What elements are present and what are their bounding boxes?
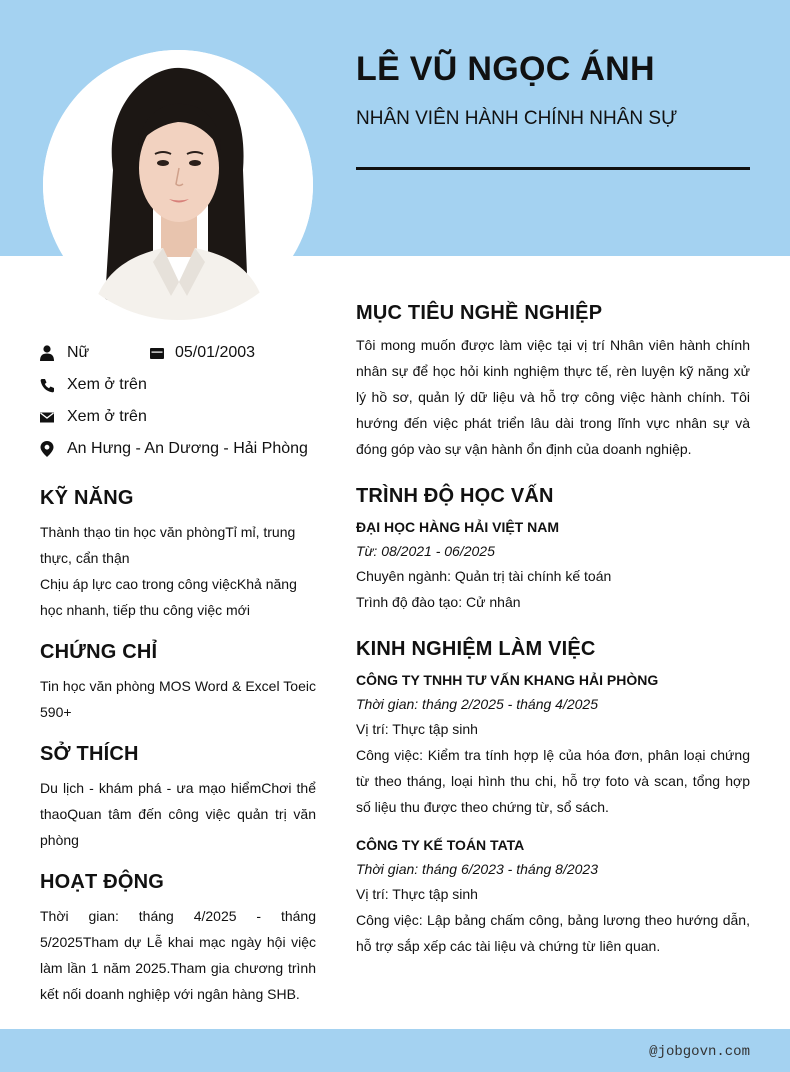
gender-text: Nữ [67,344,90,361]
skills-line: thực, cẩn thận [40,550,130,566]
skills-heading: KỸ NĂNG [40,487,134,509]
company-name: CÔNG TY KẾ TOÁN TATA [356,837,525,853]
job-position: Vị trí: Thực tập sinh [356,886,478,902]
birthday-row [150,343,255,363]
objective-heading: MỤC TIÊU NGHỀ NGHIỆP [356,302,603,324]
education-period: Từ: 08/2021 - 06/2025 [356,543,495,559]
email-row [40,407,147,427]
person-icon [40,345,54,361]
activities-heading: HOẠT ĐỘNG [40,871,165,893]
footer-watermark: @jobgovn.com [649,1044,750,1060]
address-row [40,439,308,459]
birthday-text: 05/01/2003 [175,344,256,361]
address-text: An Hưng - An Dương - Hải Phòng [67,440,308,457]
hobbies-heading: SỞ THÍCH [40,743,139,765]
certificates-heading: CHỨNG CHỈ [40,641,158,663]
hobbies-text: Du lịch - khám phá - ưa mạo hiểmChơi thể thaoQuan tâm đến công việc quản trị văn phòng [40,780,316,848]
candidate-name: LÊ VŨ NGỌC ÁNH [356,50,655,88]
education-heading: TRÌNH ĐỘ HỌC VẤN [356,485,554,507]
location-pin-icon [40,441,54,457]
job-title: NHÂN VIÊN HÀNH CHÍNH NHÂN SỰ [356,108,678,129]
phone-icon [40,377,54,393]
skills-line: học nhanh, tiếp thu công việc mới [40,602,250,618]
job-duties: Công việc: Kiểm tra tính hợp lệ của hóa đơn, phân loại chứng từ theo tháng, loại hình thu chi, hỗ trợ foto và scan, tổng hợp số liệu thu được theo chứng từ, sổ sách. [356,747,750,815]
gender-row [40,343,89,363]
job-period: Thời gian: tháng 6/2023 - tháng 8/2023 [356,861,598,877]
skills-line: Chịu áp lực cao trong công việcKhả năng [40,576,297,592]
education-level: Trình độ đào tạo: Cử nhân [356,594,521,610]
mail-icon [40,409,54,425]
email-text: Xem ở trên [67,408,147,425]
certificates-text: Tin học văn phòng MOS Word & Excel Toeic 590+ [40,678,316,720]
phone-row [40,375,147,395]
calendar-icon [150,345,164,361]
title-divider [356,167,750,170]
phone-text: Xem ở trên [67,376,147,393]
job-period: Thời gian: tháng 2/2025 - tháng 4/2025 [356,696,598,712]
job-position: Vị trí: Thực tập sinh [356,721,478,737]
job-duties: Công việc: Lập bảng chấm công, bảng lương theo hướng dẫn, hỗ trợ sắp xếp các tài liệu và chứng từ liên quan. [356,912,750,954]
profile-photo [43,50,313,320]
objective-text: Tôi mong muốn được làm việc tại vị trí Nhân viên hành chính nhân sự để học hỏi kinh nghiệm thực tế, rèn luyện kỹ năng xử lý hồ sơ, quản lý dữ liệu và hỗ trợ công việc hành chính. Tôi hướng đến việc phát triển lâu dài trong lĩnh vực nhân sự và đóng góp vào sự vận hành ổn định của doanh nghiệp. [356,337,750,457]
activities-text: Thời gian: tháng 4/2025 - tháng 5/2025Tham dự Lễ khai mạc ngày hội việc làm lần 1 năm 2025.Tham gia chương trình kết nối doanh nghiệp với ngân hàng SHB. [40,908,316,1002]
experience-heading: KINH NGHIỆM LÀM VIỆC [356,638,596,660]
education-major: Chuyên ngành: Quản trị tài chính kế toán [356,568,612,584]
company-name: CÔNG TY TNHH TƯ VẤN KHANG HẢI PHÒNG [356,672,659,688]
school-name: ĐẠI HỌC HÀNG HẢI VIỆT NAM [356,519,559,535]
skills-line: Thành thạo tin học văn phòngTỉ mỉ, trung [40,524,296,540]
